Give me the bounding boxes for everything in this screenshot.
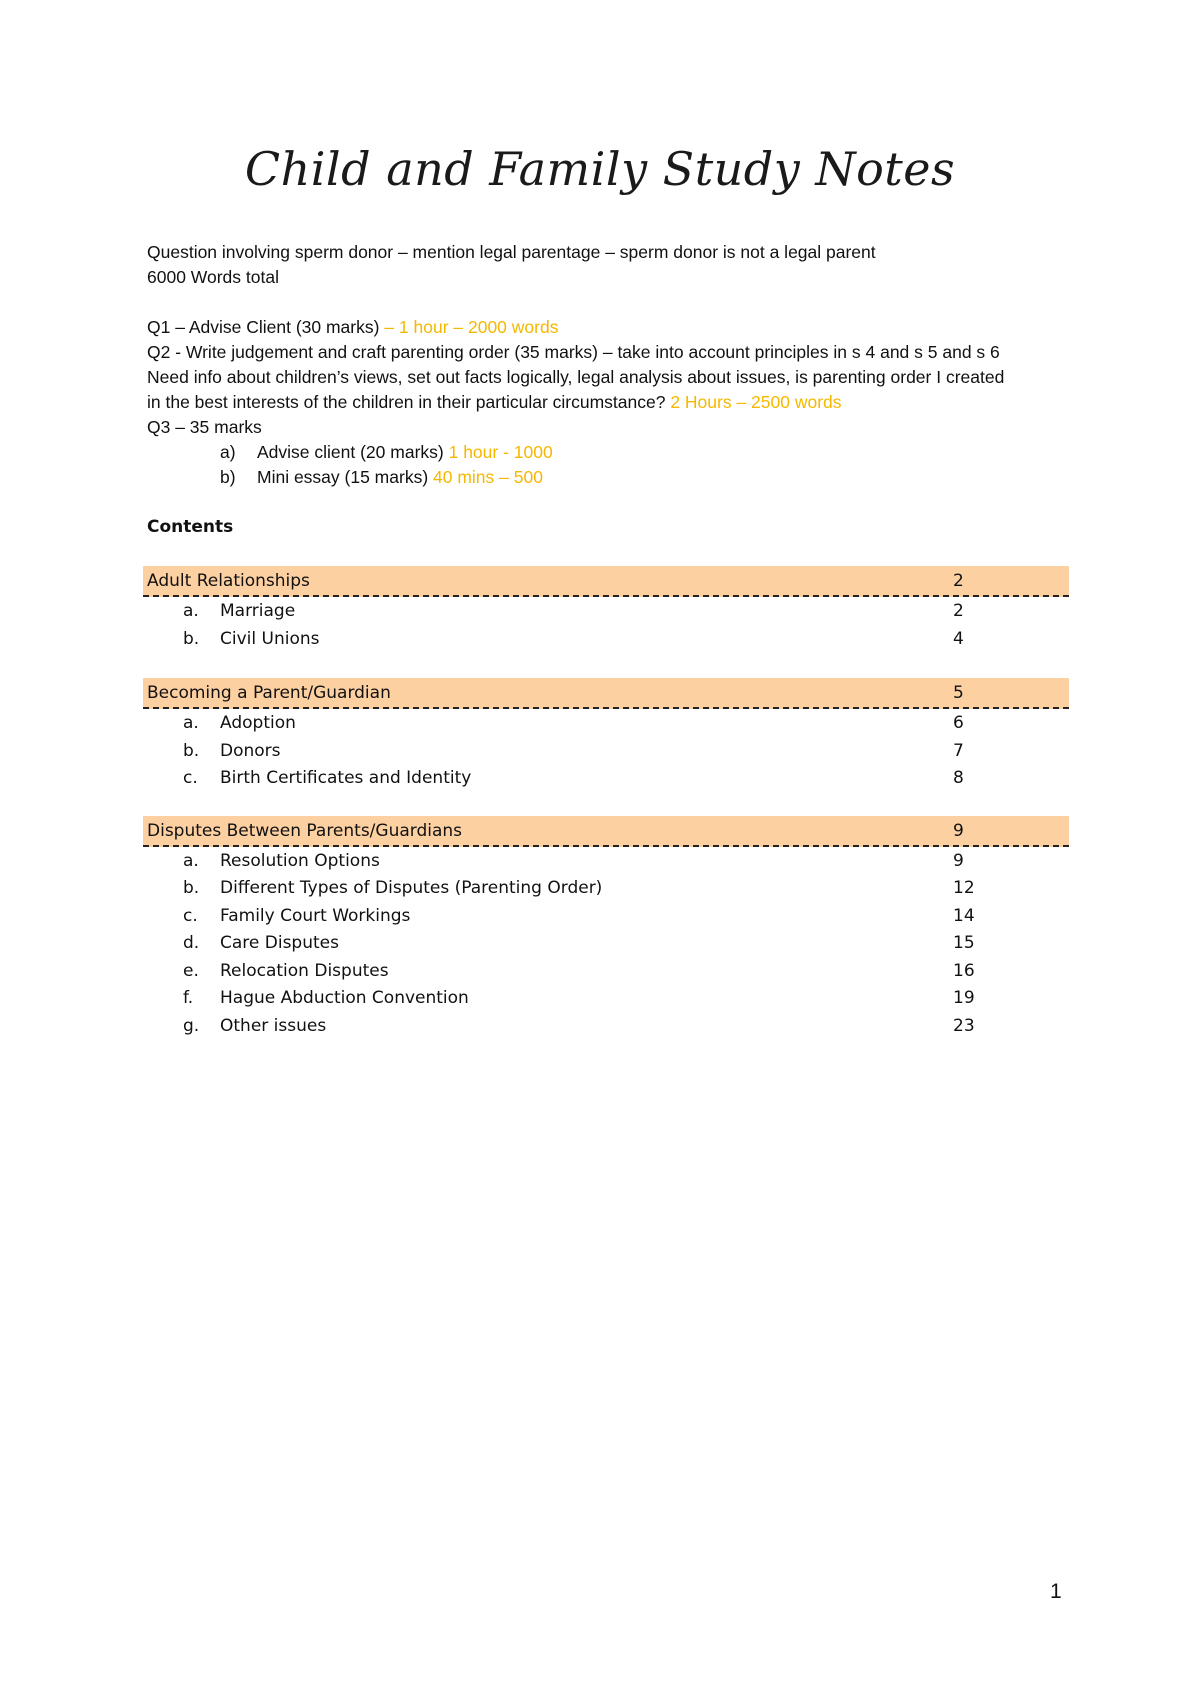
intro-line: Question involving sperm donor – mention legal parentage – sperm donor is not a legal parent: [147, 242, 876, 262]
toc-entry[interactable]: [143, 929, 1069, 957]
toc-entry-label: Relocation Disputes: [220, 960, 389, 981]
list-marker: g.: [183, 1015, 200, 1036]
list-marker: e.: [183, 960, 199, 981]
toc-entry-label: Family Court Workings: [220, 905, 411, 926]
question-1: [147, 315, 1067, 340]
toc-section-label: Adult Relationships: [147, 571, 310, 591]
toc-page-number: 8: [953, 768, 964, 788]
question-2-text: in the best interests of the children in their particular circumstance?: [147, 392, 666, 412]
toc-page-number: 23: [953, 1015, 975, 1036]
toc-entry[interactable]: [143, 957, 1069, 985]
toc-entry[interactable]: [143, 847, 1069, 875]
toc-section: [143, 566, 1069, 652]
toc-entry-label: Hague Abduction Convention: [220, 988, 469, 1008]
toc-entry-label: Marriage: [220, 601, 296, 621]
question-2-line-2: Need info about children’s views, set out facts logically, legal analysis about issues, is parenting order I created: [147, 367, 1005, 387]
part-text: Advise client (20 marks): [257, 442, 444, 462]
list-marker: a.: [183, 850, 199, 871]
toc-section-heading[interactable]: [143, 566, 1069, 597]
word-total-line: 6000 Words total: [147, 267, 279, 287]
toc-entry[interactable]: [143, 764, 1069, 792]
list-marker: c.: [183, 905, 198, 926]
part-time: 1 hour - 1000: [443, 442, 553, 462]
toc-page-number: 7: [953, 740, 964, 761]
question-2-line-3: [147, 390, 1067, 415]
toc-entry[interactable]: [143, 984, 1069, 1012]
toc-entry[interactable]: [143, 1012, 1069, 1040]
list-marker: a): [220, 442, 236, 462]
toc-page-number: 9: [953, 850, 964, 871]
toc-entry[interactable]: [143, 709, 1069, 737]
toc-entry[interactable]: [143, 625, 1069, 653]
toc-section-label: Disputes Between Parents/Guardians: [147, 820, 463, 841]
toc-entry[interactable]: [143, 597, 1069, 625]
toc-page-number: 2: [953, 601, 964, 621]
toc-page-number: 12: [953, 878, 975, 898]
list-marker: c.: [183, 768, 198, 788]
table-of-contents: [143, 566, 1069, 1065]
question-3: Q3 – 35 marks: [147, 417, 262, 437]
toc-page-number: 16: [953, 960, 975, 981]
toc-page-number: 4: [953, 628, 964, 649]
part-time: 40 mins – 500: [428, 467, 543, 487]
toc-entry-label: Adoption: [220, 713, 296, 733]
toc-section-heading[interactable]: [143, 678, 1069, 709]
page-number: 1: [1050, 1580, 1062, 1603]
list-marker: b): [220, 467, 236, 487]
question-1-text: Q1 – Advise Client (30 marks): [147, 317, 380, 337]
toc-entry-label: Resolution Options: [220, 850, 380, 871]
question-3-part-b: [147, 465, 1067, 490]
toc-entry-label: Other issues: [220, 1015, 327, 1036]
toc-page-number: 6: [953, 713, 964, 733]
toc-entry-label: Birth Certificates and Identity: [220, 768, 472, 788]
exam-notes: [147, 240, 1067, 490]
toc-page-number: 19: [953, 988, 975, 1008]
contents-heading: Contents: [147, 517, 234, 537]
list-marker: f.: [183, 988, 194, 1008]
toc-entry-label: Donors: [220, 740, 281, 761]
question-2-line-1: Q2 - Write judgement and craft parenting order (35 marks) – take into account principles in s 4 and s 5 and s 6: [147, 342, 1000, 362]
part-text: Mini essay (15 marks): [257, 467, 429, 487]
list-marker: b.: [183, 628, 200, 649]
toc-entry-label: Care Disputes: [220, 933, 339, 953]
list-marker: d.: [183, 933, 200, 953]
toc-page-number: 14: [953, 905, 975, 926]
toc-entry[interactable]: [143, 874, 1069, 902]
question-3-part-a: [147, 440, 1067, 465]
list-marker: b.: [183, 740, 200, 761]
toc-section-heading[interactable]: [143, 816, 1069, 847]
toc-entry[interactable]: [143, 737, 1069, 765]
toc-entry-label: Civil Unions: [220, 628, 320, 649]
toc-section: [143, 816, 1069, 1040]
toc-entry-label: Different Types of Disputes (Parenting Order): [220, 878, 603, 898]
toc-section: [143, 678, 1069, 792]
list-marker: a.: [183, 601, 199, 621]
document-title: Child and Family Study Notes: [244, 142, 956, 196]
blank-line: [147, 290, 1067, 315]
toc-page-number: 2: [953, 571, 964, 591]
question-1-time: – 1 hour – 2000 words: [379, 317, 559, 337]
question-2-time: 2 Hours – 2500 words: [665, 392, 842, 412]
toc-page-number: 15: [953, 933, 975, 953]
toc-page-number: 9: [953, 820, 964, 841]
list-marker: a.: [183, 713, 199, 733]
toc-entry[interactable]: [143, 902, 1069, 930]
toc-page-number: 5: [953, 683, 964, 703]
toc-section-label: Becoming a Parent/Guardian: [147, 683, 391, 703]
list-marker: b.: [183, 878, 200, 898]
